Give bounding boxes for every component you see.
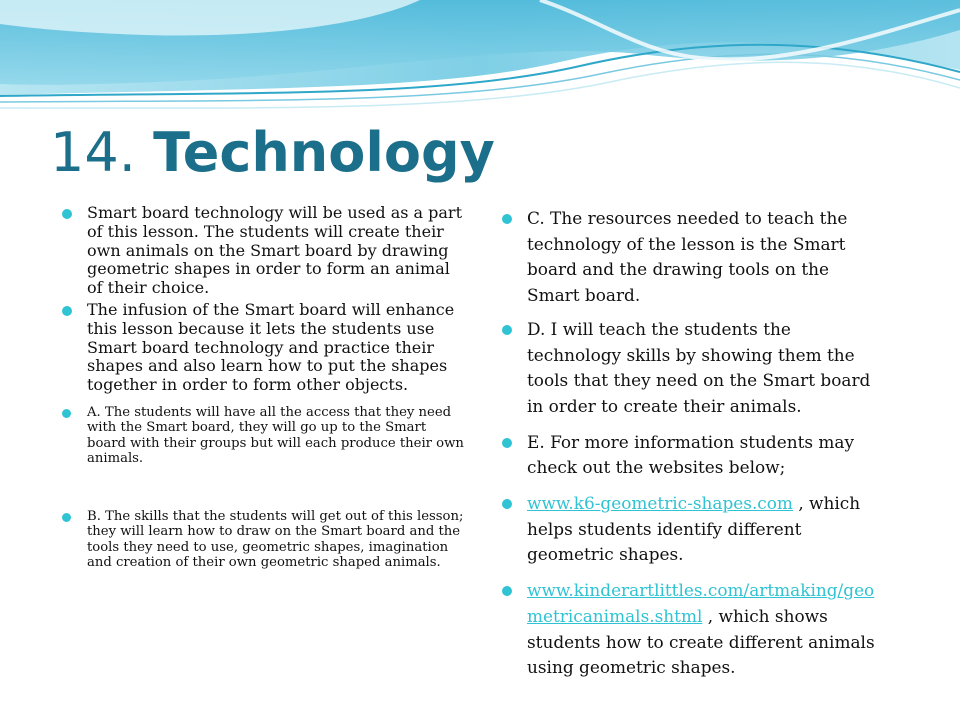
header-wave-decoration [0,0,960,130]
list-item-c: C. The resources needed to teach the technology of the lesson is the Smart board and the drawing tools on the Smart board. [500,206,880,309]
list-item: B. The skills that the students will get out of this lesson; they will learn how to draw on the Smart board and the tools they need to use, geometric shapes, imagination and creation of their own geometric shaped animals. [60,509,465,571]
link-kinderartlittles[interactable]: www.kinderartlittles.com/artmaking/geometricanimals.shtml [527,580,875,626]
right-bullet-list [500,206,880,689]
list-item: The infusion of the Smart board will enhance this lesson because it lets the students use Smart board technology and practice their shapes and also learn how to put the shapes together in order to form other objects. [60,301,465,395]
left-bullet-list [60,204,465,571]
list-item-link2 [500,578,880,681]
list-item-e: E. For more information students may check out the websites below; [500,430,880,481]
list-item-link1 [500,491,880,568]
title-number: 14. [50,121,136,184]
list-item: Smart board technology will be used as a part of this lesson. The students will create their own animals on the Smart board by drawing geometric shapes in order to form an animal of their choice. [60,204,465,298]
list-item-d: D. I will teach the students the technology skills by showing them the tools that they need on the Smart board in order to create their animals. [500,317,880,420]
list-item: A. The students will have all the access that they need with the Smart board, they will go up to the Smart board with their groups but will each produce their own animals. [60,405,465,467]
link-k6-geometric-shapes[interactable]: www.k6-geometric-shapes.com [527,493,793,514]
link1-description: , which helps students identify different geometric shapes. [527,493,861,565]
title-word: Technology [153,121,495,184]
slide-title [50,118,495,188]
link2-description: , which shows students how to create different animals using geometric shapes. [527,605,875,678]
